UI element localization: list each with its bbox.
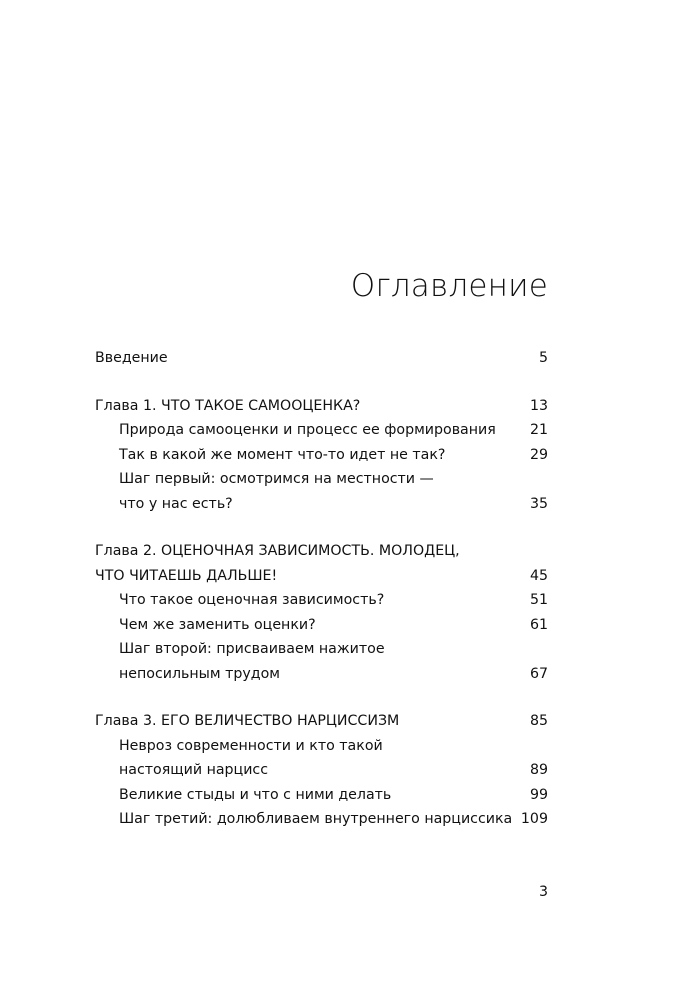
toc-chapter-2[interactable] bbox=[95, 539, 548, 588]
toc-chapter-2-block bbox=[95, 539, 548, 686]
toc-entry-title: Что такое оценочная зависимость? bbox=[119, 592, 385, 608]
toc-intro-block bbox=[95, 346, 548, 371]
toc-entry-page-number: 85 bbox=[529, 713, 548, 729]
toc-section-1-3[interactable] bbox=[119, 467, 548, 516]
toc-section-3-3[interactable] bbox=[119, 807, 548, 832]
toc-entry-page-number: 45 bbox=[529, 567, 548, 584]
toc-section-2-2[interactable] bbox=[119, 613, 548, 638]
toc-entry-page-number: 29 bbox=[529, 446, 548, 463]
toc-section-1-2[interactable] bbox=[119, 443, 548, 468]
toc-entry-title-line-1: Шаг второй: присваиваем нажитое bbox=[119, 641, 385, 657]
toc-entry-title: Глава 3. ЕГО ВЕЛИЧЕСТВО НАРЦИССИЗМ bbox=[95, 713, 400, 729]
toc-entry-title: Введение bbox=[95, 350, 168, 366]
toc-chapter-1[interactable] bbox=[95, 394, 548, 419]
toc-entry-page-number: 109 bbox=[520, 811, 548, 827]
toc-entry-title-line-2: ЧТО ЧИТАЕШЬ ДАЛЬШЕ! bbox=[95, 567, 278, 584]
toc-entry-page-number: 67 bbox=[529, 665, 548, 682]
toc-entry-page-number: 61 bbox=[529, 616, 548, 633]
toc-entry-title: Так в какой же момент что-то идет не так? bbox=[119, 446, 446, 463]
toc-entry-page-number: 13 bbox=[529, 397, 548, 414]
toc-entry-page-number: 5 bbox=[538, 350, 548, 366]
toc-chapter-3[interactable] bbox=[95, 709, 548, 734]
toc-entry-title-line-2: настоящий нарцисс bbox=[119, 762, 269, 778]
toc-section-1-1[interactable] bbox=[119, 418, 548, 443]
toc-entry-title-line-1: Невроз современности и кто такой bbox=[119, 737, 383, 754]
toc-entry-title-line-1: Шаг первый: осмотримся на местности — bbox=[119, 471, 434, 487]
page-title: Оглавление bbox=[350, 268, 548, 304]
toc-entry-title-line-2: непосильным трудом bbox=[119, 665, 280, 682]
toc-entry-title: Шаг третий: долюбливаем внутреннего нарциссика bbox=[119, 811, 513, 827]
toc-entry-intro[interactable] bbox=[95, 346, 548, 371]
toc-entry-page-number: 51 bbox=[529, 592, 548, 608]
toc-section-2-3[interactable] bbox=[119, 637, 548, 686]
toc-chapter-3-block bbox=[95, 709, 548, 832]
toc-section-3-1[interactable] bbox=[119, 734, 548, 783]
table-of-contents bbox=[95, 346, 548, 855]
toc-section-2-1[interactable] bbox=[119, 588, 548, 613]
toc-chapter-1-block bbox=[95, 394, 548, 517]
toc-entry-title-line-2: что у нас есть? bbox=[119, 495, 233, 512]
toc-entry-page-number: 21 bbox=[529, 422, 548, 438]
page-number-folio: 3 bbox=[538, 884, 548, 900]
toc-entry-title: Глава 1. ЧТО ТАКОЕ САМООЦЕНКА? bbox=[95, 397, 361, 414]
toc-entry-title: Великие стыды и что с ними делать bbox=[119, 786, 392, 803]
toc-section-3-2[interactable] bbox=[119, 783, 548, 808]
toc-entry-page-number: 99 bbox=[529, 786, 548, 803]
toc-entry-title: Природа самооценки и процесс ее формирования bbox=[119, 422, 496, 438]
toc-entry-title-line-1: Глава 2. ОЦЕНОЧНАЯ ЗАВИСИМОСТЬ. МОЛОДЕЦ, bbox=[95, 543, 460, 559]
toc-entry-title: Чем же заменить оценки? bbox=[119, 616, 316, 633]
toc-entry-page-number: 89 bbox=[529, 762, 548, 778]
toc-entry-page-number: 35 bbox=[529, 495, 548, 512]
